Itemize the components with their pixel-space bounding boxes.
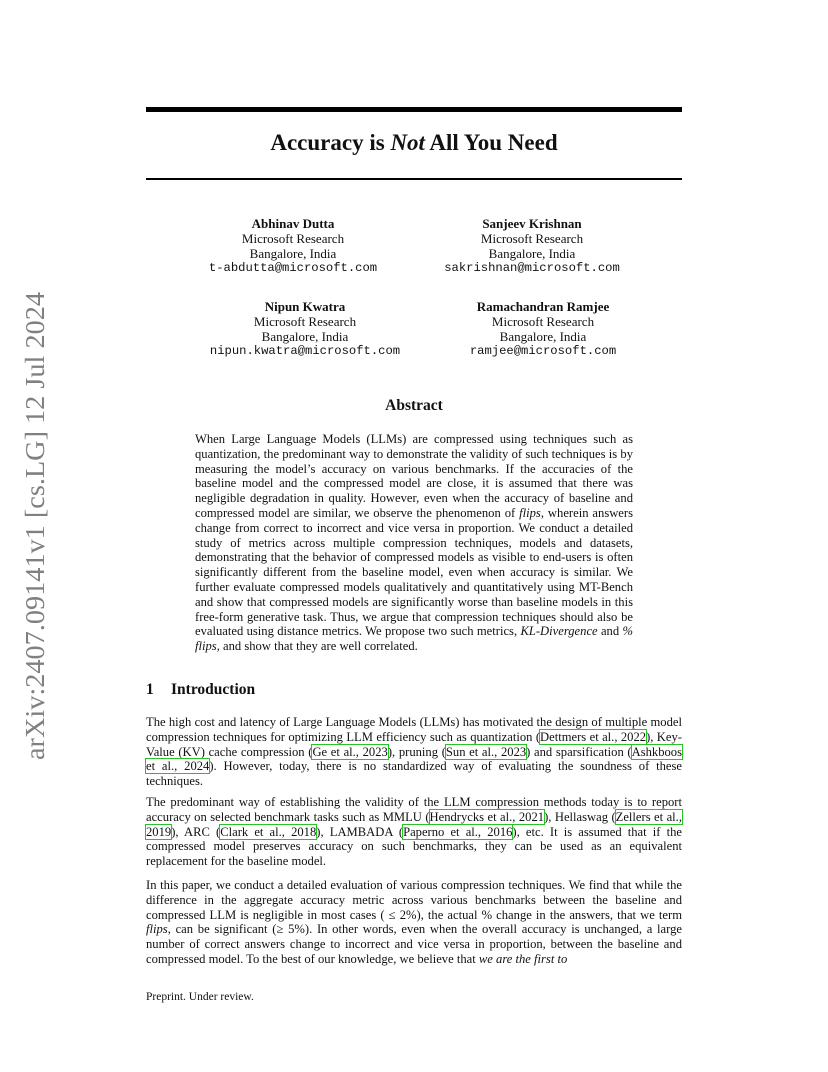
paper-title (146, 130, 682, 156)
abstract-emphasis: flips (519, 505, 541, 520)
author-location: Bangalore, India (261, 329, 349, 344)
paragraph-text: ) and sparsification ( (526, 744, 632, 759)
paragraph-text: ), Hellaswag ( (544, 809, 616, 824)
abstract-text: , wherein answers change from correct to incorrect and vice versa in proportion. We conduct a detailed study of metrics across multiple compression techniques, models and datasets, demonstrating that the behavior of compressed models as visible to end-users is often significantly different from the baseline model, even when accuracy is similar. We further evaluate compressed models qualitatively and quantitatively using MT-Bench and show that compressed models are significantly worse than baseline models in this free-form generative task. Thus, we argue that compression techniques should also be evaluated using distance metrics. We propose two such metrics, (195, 505, 633, 639)
paragraph-text: ), LAMBADA ( (316, 824, 404, 839)
title-emphasis: Not (390, 130, 425, 155)
section-heading (146, 681, 255, 699)
paragraph-text: ), Key-Value (KV) cache compression ( (146, 729, 682, 759)
author-name: Sanjeev Krishnan (482, 216, 582, 231)
author-location: Bangalore, India (249, 246, 337, 261)
citation-link[interactable]: Zellers et al., 2019 (146, 809, 682, 839)
paragraph-text: ), ARC ( (171, 824, 221, 839)
author-location: Bangalore, India (499, 329, 587, 344)
footer-note: Preprint. Under review. (146, 991, 254, 1003)
author-email: sakrishnan@microsoft.com (444, 261, 620, 275)
author-affiliation: Microsoft Research (491, 314, 595, 329)
author-block-1 (178, 216, 408, 276)
intro-paragraph-3 (146, 878, 682, 967)
paragraph-emphasis: we are the first to (478, 951, 568, 966)
citation-link[interactable]: Ashkboos et al., 2024 (146, 744, 682, 774)
author-block-2 (417, 216, 647, 276)
title-bottom-rule (146, 178, 682, 180)
paragraph-text: The high cost and latency of Large Language Models (LLMs) has motivated the design of multiple model compression techniques for optimizing LLM efficiency such as quantization ( (146, 715, 682, 744)
author-email: nipun.kwatra@microsoft.com (209, 344, 401, 358)
paragraph-text: , can be significant (≥ 5%). In other words, even when the overall accuracy is unchanged, a large number of correct answers change to incorrect and vice versa in proportion, between the baseline and compressed model. To the best of our knowledge, we believe that (146, 922, 682, 966)
citation-link[interactable]: Paperno et al., 2016 (403, 824, 513, 839)
paragraph-text: In this paper, we conduct a detailed evaluation of various compression techniques. We find that while the difference in the aggregate accuracy metric across various benchmarks between the baseline and compressed LLM is negligible in most cases ( ≤ 2%), the actual % change in the answers, that we term (146, 878, 682, 922)
author-affiliation: Microsoft Research (241, 231, 345, 246)
arxiv-identifier-stamp (14, 290, 54, 760)
title-part-2: All You Need (424, 130, 558, 155)
citation-link[interactable]: Sun et al., 2023 (445, 744, 527, 759)
abstract-text: and (597, 624, 623, 639)
intro-paragraph-2 (146, 795, 682, 869)
author-email: ramjee@microsoft.com (469, 344, 617, 358)
abstract-emphasis: % flips (195, 624, 634, 654)
author-location: Bangalore, India (488, 246, 576, 261)
citation-link[interactable]: Dettmers et al., 2022 (540, 729, 647, 744)
paragraph-text: ), etc. It is assumed that if the compressed model preserves accuracy on such benchmarks, they can be used as an equivalent replacement for the baseline model. (146, 824, 682, 869)
paragraph-text: ). However, today, there is no standardized way of evaluating the soundness of these techniques. (146, 759, 683, 789)
abstract-text: When Large Language Models (LLMs) are compressed using techniques such as quantization, the predominant way to demonstrate the validity of such techniques is by measuring the model’s accuracy on various benchmarks. If the accuracies of the baseline model and the compressed model are close, it is assumed that there was negligible degradation in quality. However, even when the accuracy of baseline and compressed model are similar, we observe the phenomenon of (195, 432, 633, 520)
author-name: Abhinav Dutta (251, 216, 335, 231)
author-name: Nipun Kwatra (264, 299, 346, 314)
author-block-4 (428, 299, 658, 359)
citation-link[interactable]: Ge et al., 2023 (312, 744, 388, 759)
citation-link[interactable]: Hendrycks et al., 2021 (429, 809, 545, 824)
paragraph-emphasis: flips (146, 922, 168, 937)
abstract-heading: Abstract (385, 397, 443, 414)
intro-paragraph-1 (146, 715, 682, 789)
author-affiliation: Microsoft Research (253, 314, 357, 329)
abstract-body (195, 432, 633, 654)
title-part-1: Accuracy is (270, 130, 391, 155)
abstract-emphasis: KL-Divergence (520, 624, 598, 639)
section-title: Introduction (171, 681, 256, 698)
author-email: t-abdutta@microsoft.com (208, 261, 378, 275)
author-block-3 (190, 299, 420, 359)
paragraph-text: The predominant way of establishing the validity of the LLM compression methods today is to report accuracy on selected benchmark tasks such as MMLU ( (146, 795, 682, 824)
paragraph-text: ), pruning ( (387, 744, 446, 759)
abstract-text: , and show that they are well correlated. (216, 639, 418, 654)
title-top-rule (146, 107, 682, 112)
citation-link[interactable]: Clark et al., 2018 (220, 824, 317, 839)
section-number: 1 (146, 681, 154, 698)
author-affiliation: Microsoft Research (480, 231, 584, 246)
author-name: Ramachandran Ramjee (476, 299, 610, 314)
arxiv-identifier-text: arXiv:2407.09141v1 [cs.LG] 12 Jul 2024 (19, 304, 50, 760)
